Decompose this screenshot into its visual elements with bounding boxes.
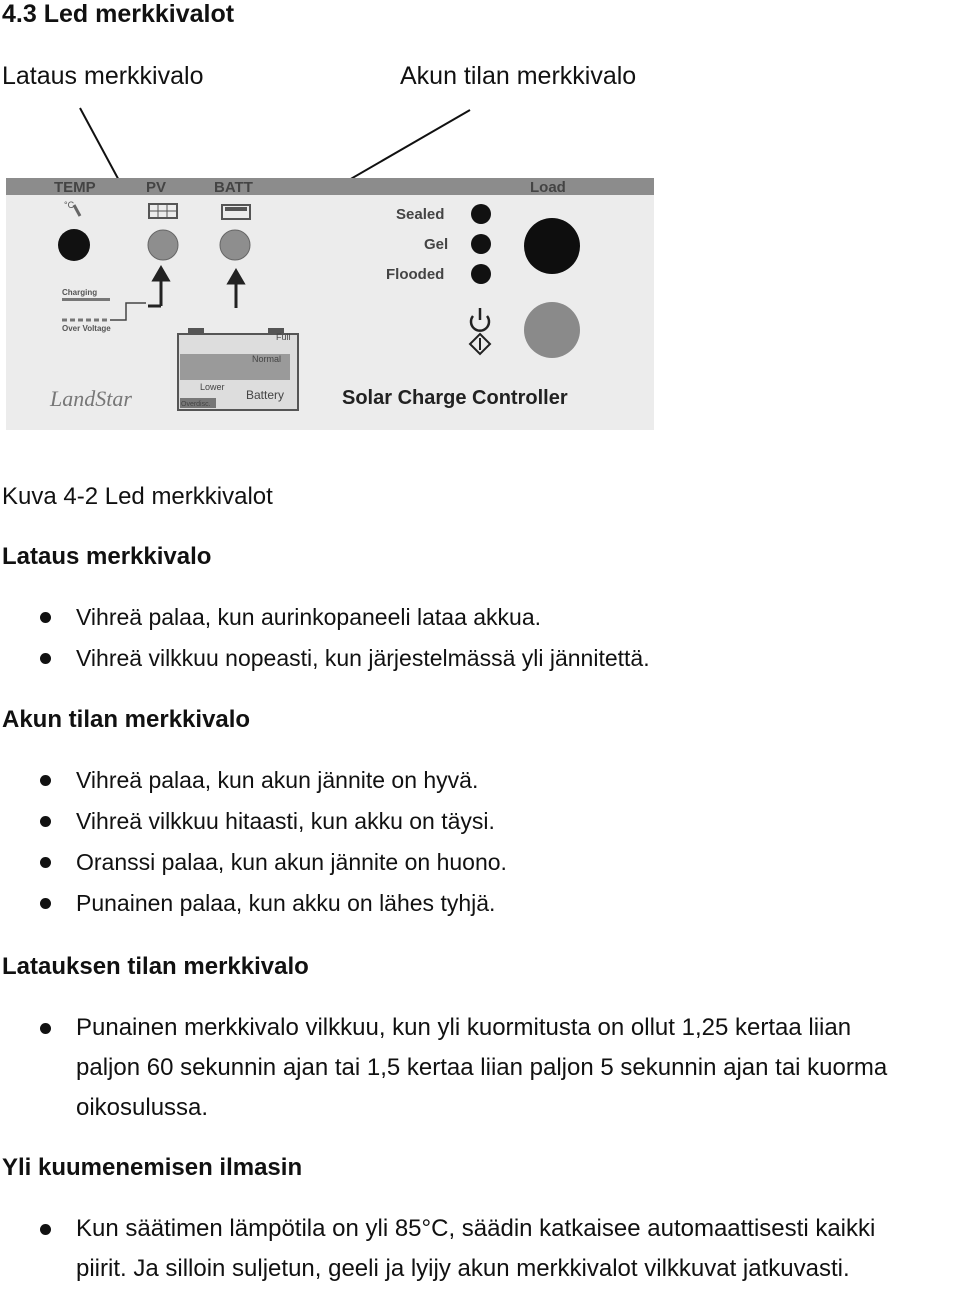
list-battery <box>0 760 507 924</box>
panel-gel-label: Gel <box>424 236 449 253</box>
label-battery-led: Akun tilan merkkivalo <box>400 62 637 90</box>
list-item: Vihreä palaa, kun aurinkopaneeli lataa akkua. <box>0 597 650 638</box>
panel-temp-label: TEMP <box>54 179 96 196</box>
batt-led <box>220 230 250 260</box>
section-title-load: Latauksen tilan merkkivalo <box>2 953 309 980</box>
panel-charging-text: Charging <box>62 288 98 297</box>
sealed-led <box>471 204 491 224</box>
panel-normal-text: Normal <box>252 354 282 364</box>
label-charging-led: Lataus merkkivalo <box>2 62 204 90</box>
section-heading: 4.3 Led merkkivalot <box>2 0 235 28</box>
list-load <box>0 1008 887 1128</box>
temp-led <box>58 229 90 261</box>
panel-lower-text: Lower <box>200 382 225 392</box>
list-item: Vihreä palaa, kun akun jännite on hyvä. <box>0 760 507 801</box>
panel-load-label: Load <box>530 179 566 196</box>
list-item: Kun säätimen lämpötila on yli 85°C, säädin katkaisee automaattisesti kaikki <box>0 1209 875 1249</box>
list-charging <box>0 597 650 679</box>
load-led <box>524 218 580 274</box>
list-item: Vihreä vilkkuu hitaasti, kun akku on täysi. <box>0 801 507 842</box>
section-title-charging: Lataus merkkivalo <box>2 543 212 570</box>
gel-led <box>471 234 491 254</box>
list-item: Punainen merkkivalo vilkkuu, kun yli kuormitusta on ollut 1,25 kertaa liian <box>0 1008 887 1048</box>
panel-battery-text: Battery <box>246 388 285 402</box>
panel-over-voltage-text: Over Voltage <box>62 324 111 333</box>
product-name: Solar Charge Controller <box>342 387 568 409</box>
list-item-continuation: paljon 60 sekunnin ajan tai 1,5 kertaa liian paljon 5 sekunnin ajan tai kuorma <box>76 1054 888 1081</box>
figure-caption: Kuva 4-2 Led merkkivalot <box>2 483 273 510</box>
panel-sealed-label: Sealed <box>396 206 445 223</box>
brand-logo: LandStar <box>50 386 132 411</box>
controller-panel-image <box>6 178 654 430</box>
panel-batt-label: BATT <box>214 179 253 196</box>
load-button <box>524 302 580 358</box>
section-title-battery: Akun tilan merkkivalo <box>2 706 251 733</box>
svg-text:°C: °C <box>64 200 75 210</box>
panel-pv-label: PV <box>146 179 167 196</box>
list-item: Punainen palaa, kun akku on lähes tyhjä. <box>0 883 507 924</box>
pv-led <box>148 230 178 260</box>
flooded-led <box>471 264 491 284</box>
section-title-overheat: Yli kuumenemisen ilmasin <box>2 1154 303 1181</box>
list-item-continuation: oikosulussa. <box>76 1094 209 1121</box>
list-item-continuation: piirit. Ja silloin suljetun, geeli ja lyijy akun merkkivalot vilkkuvat jatkuvasti. <box>76 1255 850 1282</box>
list-overheat <box>0 1209 875 1289</box>
list-item: Vihreä vilkkuu nopeasti, kun järjestelmässä yli jännitettä. <box>0 638 650 679</box>
panel-overdis-text: Overdisc. <box>181 401 211 408</box>
panel-flooded-label: Flooded <box>386 266 445 283</box>
list-item: Oranssi palaa, kun akun jännite on huono. <box>0 842 507 883</box>
panel-full-text: Full <box>276 332 291 342</box>
